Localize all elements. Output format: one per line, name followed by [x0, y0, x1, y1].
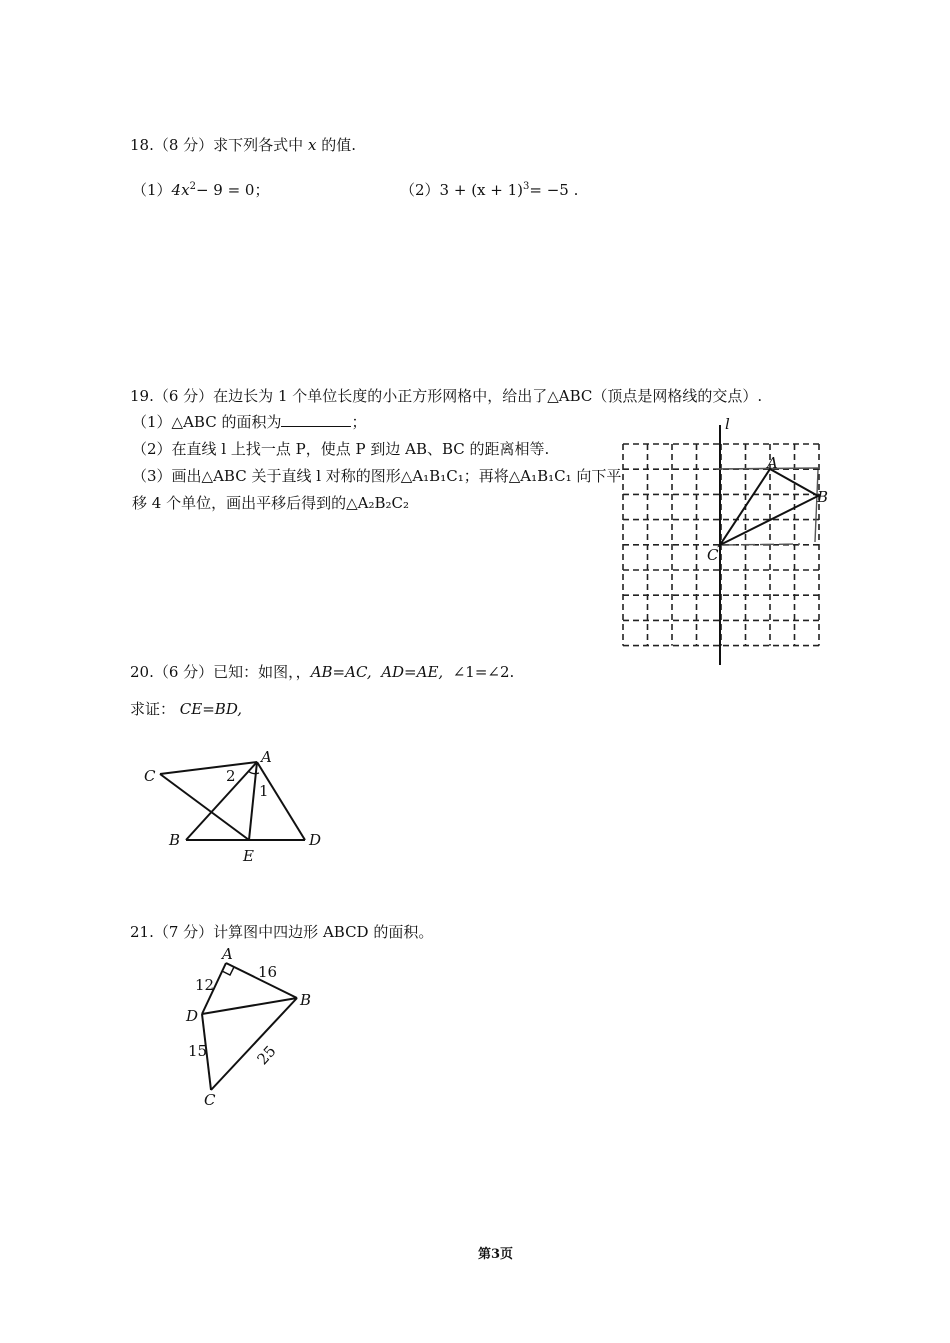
line-l-label: l	[725, 415, 730, 433]
q19-p2-label: （2）	[132, 440, 172, 458]
vertex-b: B	[817, 488, 829, 506]
q20-vertex-c: C	[144, 767, 156, 785]
q18-p2-expr-b: = −5 .	[529, 181, 579, 199]
q19-p2-text: 在直线 l 上找一点 P，使点 P 到边 AB、BC 的距离相等.	[171, 440, 550, 458]
q20-number: 20.	[130, 663, 154, 681]
q19-p1-end: ；	[351, 413, 367, 431]
q21-stem-text: 计算图中四边形 ABCD 的面积。	[213, 923, 434, 941]
q20-cond1: AB=AC,	[310, 663, 372, 681]
q19-score: （6 分）	[153, 387, 214, 405]
q18-var: x	[307, 136, 317, 154]
q19-p3-text-b: 移 4 个单位，画出平移后得到的△A₂B₂C₂	[132, 494, 409, 512]
q20-cond3: ∠1=∠2.	[452, 663, 515, 681]
seg-cb-21	[211, 998, 297, 1090]
q21-vertex-d: D	[186, 1007, 199, 1025]
q20-prove-label: 求证：	[130, 700, 176, 718]
q21-vertex-c: C	[204, 1091, 216, 1109]
vertex-c: C	[707, 546, 719, 564]
q18-p2-expr-a: 3 + (x + 1)	[439, 181, 524, 199]
q20-prove-text: CE=BD,	[179, 700, 243, 718]
q20-stem-a: 已知：如图，，	[213, 663, 311, 681]
q19-stem-text: 在边长为 1 个单位长度的小正方形网格中，给出了△ABC（顶点是网格线的交点）.	[213, 387, 763, 405]
q20-vertex-b: B	[169, 831, 181, 849]
vertex-a: A	[767, 454, 778, 472]
q18-stem-b: 的值.	[321, 136, 356, 154]
page-number: 第3页	[478, 1247, 514, 1262]
q19-p1-label: （1）	[132, 413, 172, 431]
q18-score: （8 分）	[153, 136, 214, 154]
q20-score: （6 分）	[153, 663, 214, 681]
q18-number: 18.	[130, 136, 154, 154]
q18-p2-exp: 3	[523, 181, 530, 192]
q20-angle-2: 2	[226, 767, 236, 785]
q20-cond2: AD=AE,	[381, 663, 444, 681]
q21-score: （7 分）	[153, 923, 214, 941]
seg-db-21	[202, 998, 297, 1014]
q20-vertex-d: D	[309, 831, 322, 849]
q18-stem-a: 求下列各式中	[213, 136, 304, 154]
q21-number: 21.	[130, 923, 154, 941]
q19-p3-text-a: 画出△ABC 关于直线 l 对称的图形△A₁B₁C₁；再将△A₁B₁C₁ 向下平	[171, 467, 622, 485]
q20-vertex-e: E	[243, 847, 254, 865]
q21-len-dc: 15	[188, 1042, 208, 1060]
q19-number: 19.	[130, 387, 154, 405]
q18-p2-label: （2）	[400, 181, 440, 199]
q20-vertex-a: A	[261, 748, 272, 766]
q21-len-bc: 25	[253, 1042, 280, 1069]
q20-angle-1: 1	[259, 782, 269, 800]
q18-p1-expr-a: 4x	[171, 181, 190, 199]
q21-len-ab: 16	[258, 963, 278, 981]
q21-len-ad: 12	[195, 976, 215, 994]
q18-p1-exp: 2	[189, 181, 196, 192]
q21-vertex-a: A	[222, 945, 233, 963]
q18-p1-label: （1）	[132, 181, 172, 199]
q19-p1-text: △ABC 的面积为	[171, 413, 282, 431]
q21-vertex-b: B	[300, 991, 312, 1009]
q19-p3-label: （3）	[132, 467, 172, 485]
q18-p1-expr-b: − 9 = 0；	[195, 181, 270, 199]
